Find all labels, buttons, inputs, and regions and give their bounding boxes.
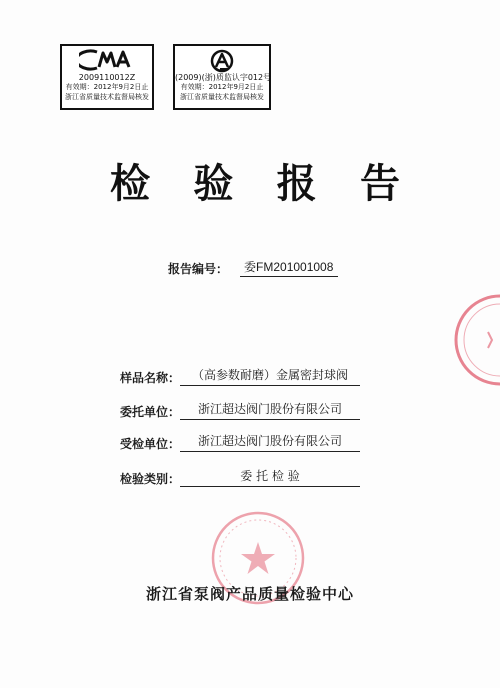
sample-name-label: 样品名称： bbox=[120, 371, 181, 385]
report-number-value: 委FM201001008 bbox=[240, 258, 338, 277]
inspection-category-value: 委 托 检 验 bbox=[180, 467, 360, 487]
cal-certification-box bbox=[173, 44, 271, 110]
cma-cert-number: 2009110012Z bbox=[78, 73, 136, 82]
sample-name-value: （高参数耐磨）金属密封球阀 bbox=[180, 366, 360, 386]
client-row bbox=[120, 400, 360, 420]
client-value: 浙江超达阀门股份有限公司 bbox=[180, 400, 360, 420]
inspection-category-label: 检验类别： bbox=[120, 472, 181, 486]
report-number-label: 报告编号： bbox=[168, 262, 229, 276]
title-char: 验 bbox=[193, 160, 234, 207]
inspected-unit-value: 浙江超达阀门股份有限公司 bbox=[180, 432, 360, 452]
cal-issuer: 浙江省质量技术监督局核发 bbox=[180, 93, 264, 101]
inspected-unit-label: 受检单位： bbox=[120, 437, 181, 451]
cma-certification-box bbox=[60, 44, 154, 110]
inspection-category-row bbox=[120, 467, 360, 487]
sample-name-row bbox=[120, 366, 360, 386]
issuing-organization: 浙江省泵阀产品质量检验中心 bbox=[145, 585, 354, 603]
cma-logo-icon bbox=[79, 49, 135, 71]
title-char: 检 bbox=[110, 160, 150, 207]
document-title bbox=[110, 152, 400, 209]
client-label: 委托单位： bbox=[120, 405, 181, 419]
title-char: 报 bbox=[276, 160, 317, 207]
title-char: 告 bbox=[359, 160, 400, 207]
cal-cert-number: (2009)(浙)质监认字012号 bbox=[175, 73, 272, 82]
cal-logo-icon bbox=[207, 49, 237, 73]
cma-issuer: 浙江省质量技术监督局核发 bbox=[65, 93, 149, 101]
inspected-unit-row bbox=[120, 432, 360, 452]
edge-red-seal-icon bbox=[444, 290, 500, 390]
report-number-row bbox=[168, 258, 338, 277]
cma-validity: 有效期：2012年9月2日止 bbox=[65, 83, 149, 91]
cal-validity: 有效期：2012年9月2日止 bbox=[180, 83, 264, 91]
